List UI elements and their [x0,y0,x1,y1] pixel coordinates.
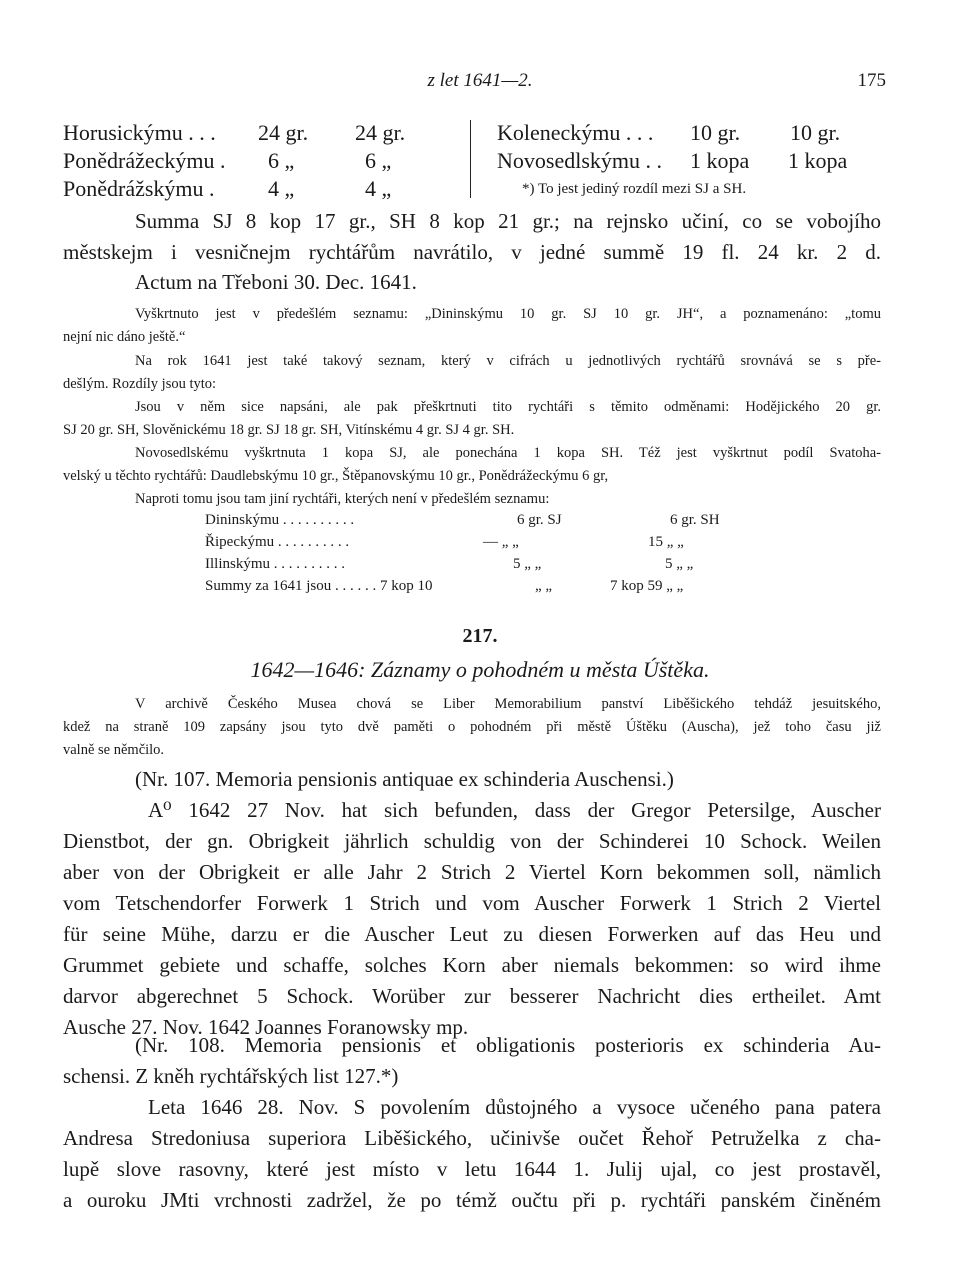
text-line: darvor abgerechnet 5 Schock. Worüber zur besserer Nachricht dies ertheilet. Amt [63,984,881,1008]
right-name: Koleneckýmu . . . [497,120,654,145]
text-line: valně se němčilo. [63,742,165,758]
table-cell-sj: — „ „ [483,534,519,550]
note-paragraph [63,396,881,442]
right-name: Novosedlskýmu . . [497,148,662,173]
table-cell-name: Dininskýmu . . . . . . . . . . [205,512,355,528]
left-name: Horusickýmu . . . [63,120,216,145]
memoria-108 [63,1030,881,1216]
text-line: kdež na straně 109 zapsány jsou tyto dvě paměti o pohodném při městě Úštěku (Auscha), jež toho času již [63,719,881,735]
text-line: Novosedlskému vyškrtnuta 1 kopa SJ, ale ponechána 1 kopa SH. Též jest vyškrtnut podíl Svatoha- [135,445,881,461]
list-item [0,120,960,148]
table-cell-name: Řipeckýmu . . . . . . . . . . [205,534,350,550]
left-value-sj: 24 gr. [258,120,309,145]
text-line: für seine Mühe, darzu er die Auscher Leut zu diesen Forwerken auf das Heu und [63,922,881,946]
page-number: 175 [857,70,886,91]
table-cell-sh: 5 „ „ [665,556,694,572]
note-paragraph [63,350,881,396]
text-line: schensi. Z kněh rychtářských list 127.*) [63,1064,399,1088]
summa-paragraph [63,206,881,268]
text-line: a ouroku JMti vrchnosti zadržel, že po témž oučtu při p. rychtáři panském činěném [63,1188,881,1212]
text-line: Andresa Stredoniusa superiora Liběšického, učinivše oučet Řehoř Petruželka z cha- [63,1126,881,1150]
text-line: městskejm i vesničnejm rychtářům navrátilo, v jedné summě 19 fl. 24 kr. 2 d. [63,240,881,264]
text-line: A⁰ 1642 27 Nov. hat sich befunden, dass der Gregor Petersilge, Auscher [148,798,881,822]
table-cell-name: Summy za 1641 jsou . . . . . . 7 kop 10 [205,578,433,594]
section-number: 217. [462,625,498,647]
left-name: Ponědrážskýmu . [63,176,215,201]
table-cell-name: Illinskýmu . . . . . . . . . . [205,556,346,572]
left-value-sj: 4 „ [268,176,295,201]
text-line: Jsou v něm sice napsáni, ale pak přeškrtnuti tito rychtáři s těmito odměnami: Hodějického 20 gr. [135,399,881,415]
note-paragraph [63,303,881,349]
text-line: Leta 1646 28. Nov. S povolením důstojného a vysoce učeného pana patera [148,1095,881,1119]
section-title: 1642—1646: Záznamy o pohodném u města Úštěka. [250,657,710,682]
text-line: V archivě Českého Musea chová se Liber Memorabilium panství Liběšického tehdáž jesuitského, [135,696,881,712]
text-line: dešlým. Rozdíly jsou tyto: [63,376,217,392]
table-cell-sj: 5 „ „ [513,556,542,572]
text-line: Summa SJ 8 kop 17 gr., SH 8 kop 21 gr.; na rejnsko učiní, co se vobojího [135,209,881,233]
left-value-sh: 6 „ [365,148,392,173]
text-line: Dienstbot, der gn. Obrigkeit jährlich schuldig von der Schinderei 10 Schock. Weilen [63,829,881,853]
text-line: (Nr. 108. Memoria pensionis et obligationis posterioris ex schinderia Au- [135,1033,881,1057]
text-line: velský u těchto rychtářů: Daudlebskýmu 10 gr., Štěpanovskýmu 10 gr., Ponědrážeckýmu 6 gr, [63,468,609,484]
intro-paragraph [63,693,881,762]
running-title: z let 1641—2. [427,70,533,91]
text-line: lupě slove rasovny, které jest místo v letu 1644 1. Julij ujal, co jest prostavěl, [63,1157,881,1181]
text-line: SJ 20 gr. SH, Slověnickému 18 gr. SJ 18 gr. SH, Vitínskému 4 gr. SJ 4 gr. SH. [63,422,515,438]
right-value-sj: 10 gr. [690,120,741,145]
note-line: Naproti tomu jsou tam jiní rychtáři, kterých není v předešlém seznamu: [135,491,550,507]
text-line: (Nr. 107. Memoria pensionis antiquae ex schinderia Auschensi.) [135,767,674,791]
left-value-sh: 24 gr. [355,120,406,145]
text-line: Ausche 27. Nov. 1642 Joannes Foranowsky mp. [63,1015,469,1039]
left-name: Ponědrážeckýmu . [63,148,226,173]
list-item [0,176,960,204]
text-line: aber von der Obrigkeit er alle Jahr 2 Strich 2 Viertel Korn bekommen soll, nämlich [63,860,881,884]
table-cell-sj: 6 gr. SJ [517,512,562,528]
list-item [0,148,960,176]
memoria-107 [63,764,881,1043]
table-cell-sh: 6 gr. SH [670,512,720,528]
actum-line: Actum na Třeboni 30. Dec. 1641. [135,270,417,294]
left-value-sh: 4 „ [365,176,392,201]
right-value-sh: 1 kopa [788,148,848,173]
text-line: vom Tetschendorfer Forwerk 1 Strich und vom Auscher Forwerk 1 Strich 2 Viertel [63,891,881,915]
footnote: *) To jest jediný rozdíl mezi SJ a SH. [522,181,747,197]
table-cell-sh: 7 kop 59 „ „ [610,578,684,594]
text-line: Na rok 1641 jest také takový seznam, který v cifrách u jednotlivých rychtářů srovnává se s pře- [135,353,881,369]
table-cell-sj: „ „ [535,578,553,594]
right-value-sj: 1 kopa [690,148,750,173]
text-line: Grummet gebiete und schaffe, solches Korn aber niemals bekommen: so wird ihme [63,953,881,977]
text-line: nejní nic dáno ještě.“ [63,329,186,345]
text-line: Vyškrtnuto jest v předešlém seznamu: „Dininskýmu 10 gr. SJ 10 gr. JH“, a poznamenáno: „tomu [135,306,881,322]
table-cell-sh: 15 „ „ [648,534,684,550]
note-paragraph [63,442,881,488]
right-value-sh: 10 gr. [790,120,841,145]
left-value-sj: 6 „ [268,148,295,173]
